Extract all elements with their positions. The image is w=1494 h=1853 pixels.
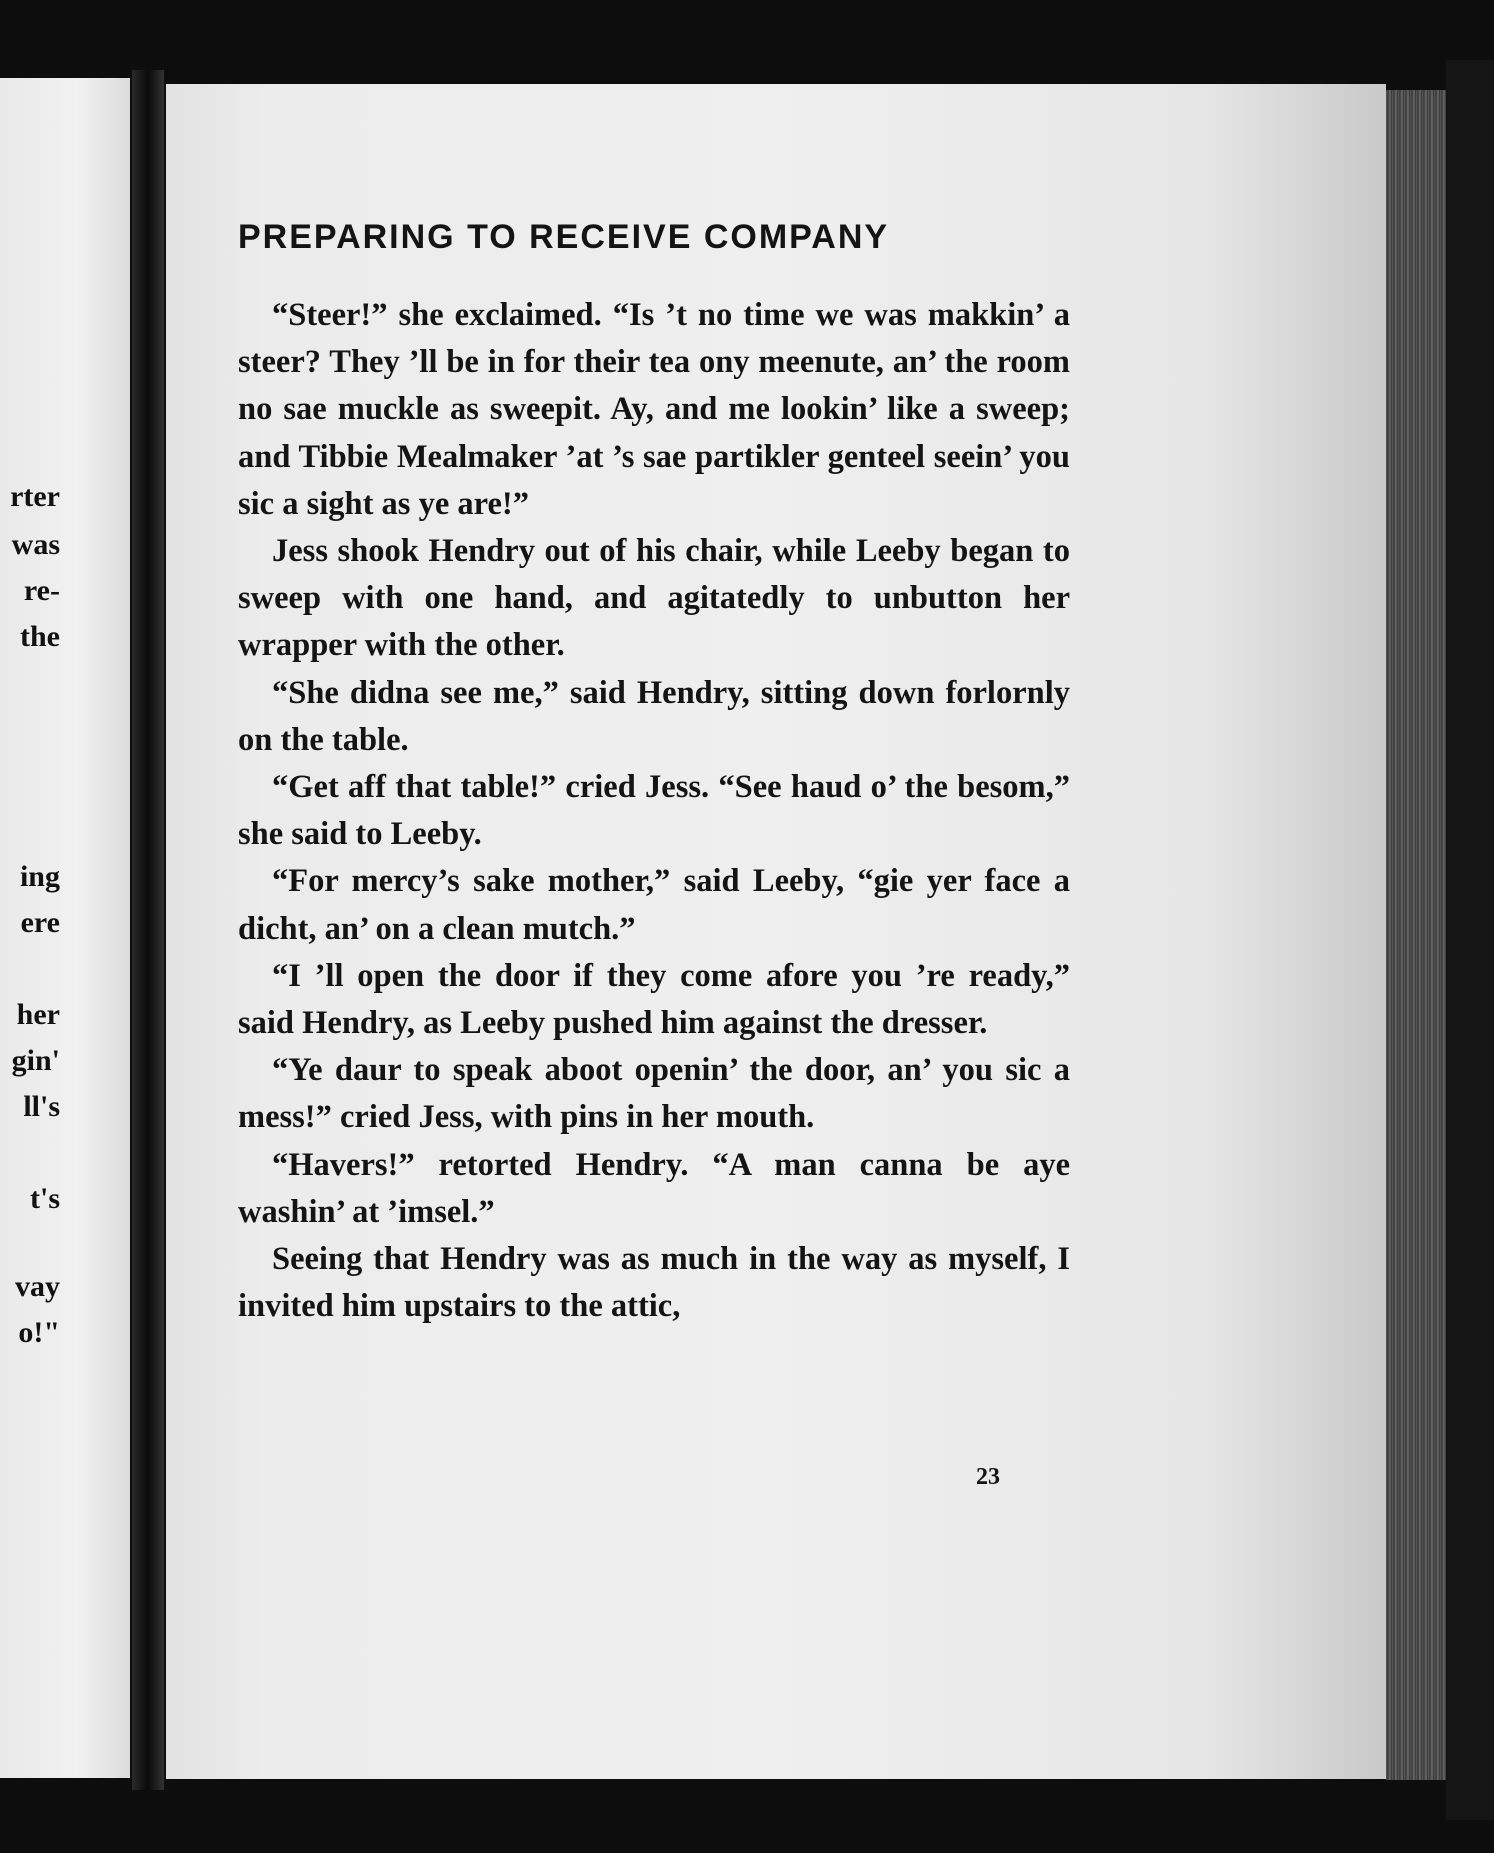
paragraph: “Havers!” retorted Hendry. “A man canna be aye washin’ at ’imsel.” <box>238 1146 1070 1230</box>
paragraph: “Steer!” she exclaimed. “Is ’t no time we was makkin’ a steer? They ’ll be in for their tea ony meenute, an’ the room no sae muckle as sweepit. Ay, and me lookin’ like a sweep; and Tibbie Mealmaker ’at ’s sae partikler genteel seein’ you sic a sight as ye are!” <box>238 297 1070 522</box>
paragraph: Jess shook Hendry out of his chair, while Leeby began to sweep with one hand, and agitatedly to unbutton her wrapper with the other. <box>238 533 1070 664</box>
paragraph: Seeing that Hendry was as much in the way as myself, I invited him upstairs to the attic, <box>238 1241 1070 1325</box>
left-page-fragment: the <box>20 620 60 653</box>
paragraph: “For mercy’s sake mother,” said Leeby, “gie yer face a dicht, an’ on a clean mutch.” <box>238 863 1070 947</box>
left-page-fragment: o!" <box>18 1316 60 1349</box>
left-page-fragment: her <box>16 998 60 1031</box>
paragraph: “Ye daur to speak aboot openin’ the door, an’ you sic a mess!” cried Jess, with pins in her mouth. <box>238 1052 1070 1136</box>
left-page-fragment: ing <box>19 860 60 893</box>
left-page-fragment: ll's <box>23 1090 60 1123</box>
left-page-fragment: was <box>11 528 60 561</box>
left-page-fragment: re- <box>23 574 60 607</box>
left-page-fragment: vay <box>15 1270 60 1303</box>
paragraph: “Get aff that table!” cried Jess. “See haud o’ the besom,” she said to Leeby. <box>238 769 1070 853</box>
left-page-fragment: rter <box>10 480 60 513</box>
left-page-fragment: t's <box>30 1182 60 1215</box>
left-page-fragment: gin' <box>11 1044 60 1077</box>
page-body <box>238 292 1070 1330</box>
book-gutter <box>132 70 164 1790</box>
page-number: 23 <box>976 1464 1000 1490</box>
left-page-fragment: ere <box>20 906 60 939</box>
previous-page-edge <box>0 78 130 1778</box>
paragraph: “She didna see me,” said Hendry, sitting down forlornly on the table. <box>238 674 1070 758</box>
running-head: PREPARING TO RECEIVE COMPANY <box>238 218 890 256</box>
page-block-edge <box>1386 90 1446 1780</box>
scan-border <box>1446 60 1494 1820</box>
paragraph: “I ’ll open the door if they come afore you ’re ready,” said Hendry, as Leeby pushed him against the dresser. <box>238 957 1070 1042</box>
